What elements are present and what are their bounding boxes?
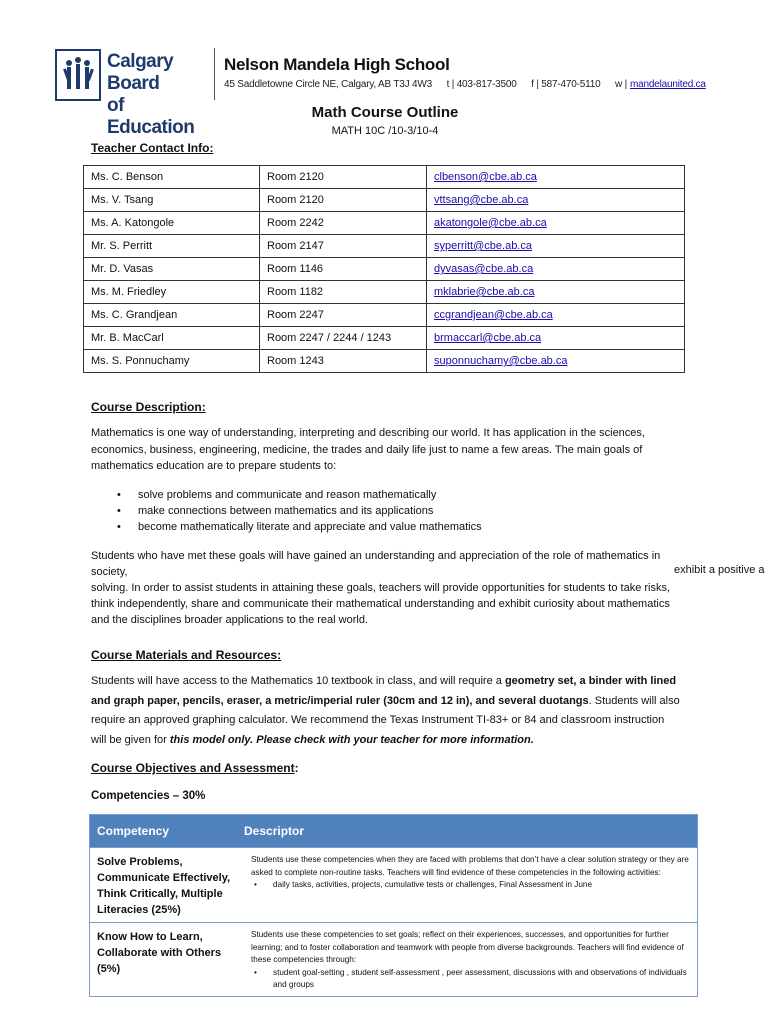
table-row xyxy=(84,304,685,327)
teacher-email-link[interactable]: mklabrie@cbe.ab.ca xyxy=(427,281,685,304)
teacher-room: Room 2120 xyxy=(260,189,427,212)
course-materials-text xyxy=(91,672,681,750)
table-row xyxy=(84,327,685,350)
teacher-room: Room 1243 xyxy=(260,350,427,373)
competency-table xyxy=(89,814,698,997)
descriptor-column-header: Descriptor xyxy=(244,824,305,838)
course-description-intro: Mathematics is one way of understanding, interpreting and describing our world. It has application in the sciences, economics, business, engineering, medicine, the trades and daily life just to name a few areas. The main goals of mathematics education are to prepare students to: xyxy=(91,427,645,472)
table-row xyxy=(84,189,685,212)
course-materials-section xyxy=(91,647,691,663)
school-website-link[interactable]: mandelaunited.ca xyxy=(630,79,706,90)
school-contact-line xyxy=(224,79,706,90)
list-item: • student goal-setting , student self-assessment , peer assessment, discussions with and observations of individuals and groups xyxy=(251,967,691,992)
overflow-text-fragment: exhibit a positive a xyxy=(674,564,765,576)
objectives-section xyxy=(91,760,691,776)
table-row xyxy=(84,166,685,189)
teacher-email-link[interactable]: clbenson@cbe.ab.ca xyxy=(427,166,685,189)
teacher-name: Mr. B. MacCarl xyxy=(84,327,260,350)
logo-line-2: of Education xyxy=(107,95,195,138)
teacher-room: Room 2247 xyxy=(260,304,427,327)
table-row xyxy=(84,235,685,258)
table-row xyxy=(84,281,685,304)
teacher-room: Room 2120 xyxy=(260,166,427,189)
teacher-email-link[interactable]: dyvasas@cbe.ab.ca xyxy=(427,258,685,281)
materials-required-items: geometry set, a binder with lined and graph paper, pencils, eraser, a metric/imperial ruler (30cm and 12 in), and several duotangs xyxy=(91,675,677,707)
cbe-logo-icon xyxy=(55,49,101,101)
school-address: 45 Saddletowne Circle NE, Calgary, AB T3J 4W3 xyxy=(224,79,432,90)
teacher-name: Ms. S. Ponnuchamy xyxy=(84,350,260,373)
outcome-text-b: solving. In order to assist students in attaining these goals, teachers will provide opportunities for students to take risks, think independently, share and communicate their mathematical understanding and exhibit curiosity about mathematics and the disciplines broader applications to the real world. xyxy=(91,582,671,626)
list-item: • daily tasks, activities, projects, cumulative tests or challenges, Final Assessment in June xyxy=(251,879,691,892)
teacher-email-link[interactable]: brmaccarl@cbe.ab.ca xyxy=(427,327,685,350)
competency-table-header xyxy=(90,815,697,847)
teacher-room: Room 2147 xyxy=(260,235,427,258)
table-row xyxy=(84,258,685,281)
teacher-name: Ms. C. Benson xyxy=(84,166,260,189)
school-web-prefix: w | xyxy=(615,79,628,90)
list-item: • make connections between mathematics and its applications xyxy=(91,503,482,519)
course-materials-heading: Course Materials and Resources: xyxy=(91,648,282,662)
cbe-logo xyxy=(55,49,215,138)
objectives-heading: Course Objectives and Assessment xyxy=(91,761,295,775)
table-row xyxy=(84,212,685,235)
teacher-name: Mr. D. Vasas xyxy=(84,258,260,281)
teacher-email-link[interactable]: suponnuchamy@cbe.ab.ca xyxy=(427,350,685,373)
course-codes: MATH 10C /10-3/10-4 xyxy=(331,125,439,137)
course-description-section xyxy=(91,399,691,415)
competency-name: Know How to Learn, Collaborate with Others (5%) xyxy=(97,931,222,975)
header-divider xyxy=(214,48,215,100)
page-title: Math Course Outline xyxy=(311,104,459,121)
teacher-email-link[interactable]: syperritt@cbe.ab.ca xyxy=(427,235,685,258)
teacher-room: Room 2247 / 2244 / 1243 xyxy=(260,327,427,350)
competency-descriptor xyxy=(243,848,697,922)
teacher-email-link[interactable]: ccgrandjean@cbe.ab.ca xyxy=(427,304,685,327)
teacher-room: Room 1146 xyxy=(260,258,427,281)
outcome-text-a: Students who have met these goals will have gained an understanding and appreciation of the role of mathematics in society, xyxy=(91,550,661,578)
table-row xyxy=(84,350,685,373)
table-row xyxy=(90,922,697,996)
descriptor-text: Students use these competencies when they are faced with problems that don’t have a clear solution strategy or they are asked to complete non-routine tasks. Teachers will find evidence of these competencies in the following activities: xyxy=(251,855,689,877)
teacher-email-link[interactable]: vttsang@cbe.ab.ca xyxy=(427,189,685,212)
goals-list xyxy=(91,487,482,535)
teacher-name: Ms. C. Grandjean xyxy=(84,304,260,327)
competency-descriptor xyxy=(243,923,697,996)
school-phone: t | 403-817-3500 xyxy=(446,79,517,90)
teacher-room: Room 1182 xyxy=(260,281,427,304)
descriptor-list xyxy=(251,967,691,992)
objectives-heading-wrap xyxy=(91,760,691,776)
school-fax: f | 587-470-5110 xyxy=(531,79,601,90)
list-item: • become mathematically literate and appreciate and value mathematics xyxy=(91,519,482,535)
descriptor-list xyxy=(251,879,691,892)
teacher-name: Ms. M. Friedley xyxy=(84,281,260,304)
teacher-name: Ms. A. Katongole xyxy=(84,212,260,235)
objectives-heading-colon: : xyxy=(294,761,299,775)
teacher-name: Ms. V. Tsang xyxy=(84,189,260,212)
logo-line-1: Calgary Board xyxy=(107,51,174,94)
list-item: • solve problems and communicate and reason mathematically xyxy=(91,487,482,503)
descriptor-text: Students use these competencies to set goals; reflect on their experiences, successes, and opportunities for further learning; and to foster collaboration and teamwork with people from diverse backgrounds. Teachers will find evidence of these competencies through: xyxy=(251,930,684,964)
course-description-heading: Course Description: xyxy=(91,400,206,414)
teacher-room: Room 2242 xyxy=(260,212,427,235)
materials-calculator-note: this model only. Please check with your teacher for more information. xyxy=(169,733,534,746)
materials-text-2: . Students will also require an approved graphing calculator. We recommend the Texas Instrument TI-83+ or 84 and classroom instruction will be given for xyxy=(91,694,680,746)
school-name: Nelson Mandela High School xyxy=(224,55,450,74)
competency-name: Solve Problems, Communicate Effectively, Think Critically, Multiple Literacies (25%) xyxy=(97,856,231,916)
materials-text-1: Students will have access to the Mathematics 10 textbook in class, and will require a xyxy=(91,675,505,687)
teacher-contact-heading: Teacher Contact Info: xyxy=(91,141,214,155)
table-row xyxy=(90,847,697,922)
teacher-email-link[interactable]: akatongole@cbe.ab.ca xyxy=(427,212,685,235)
competencies-label: Competencies – 30% xyxy=(91,790,206,802)
teacher-contact-table xyxy=(83,165,685,373)
teacher-name: Mr. S. Perritt xyxy=(84,235,260,258)
goals-outcome-paragraph xyxy=(91,548,691,628)
competency-column-header: Competency xyxy=(97,824,170,838)
